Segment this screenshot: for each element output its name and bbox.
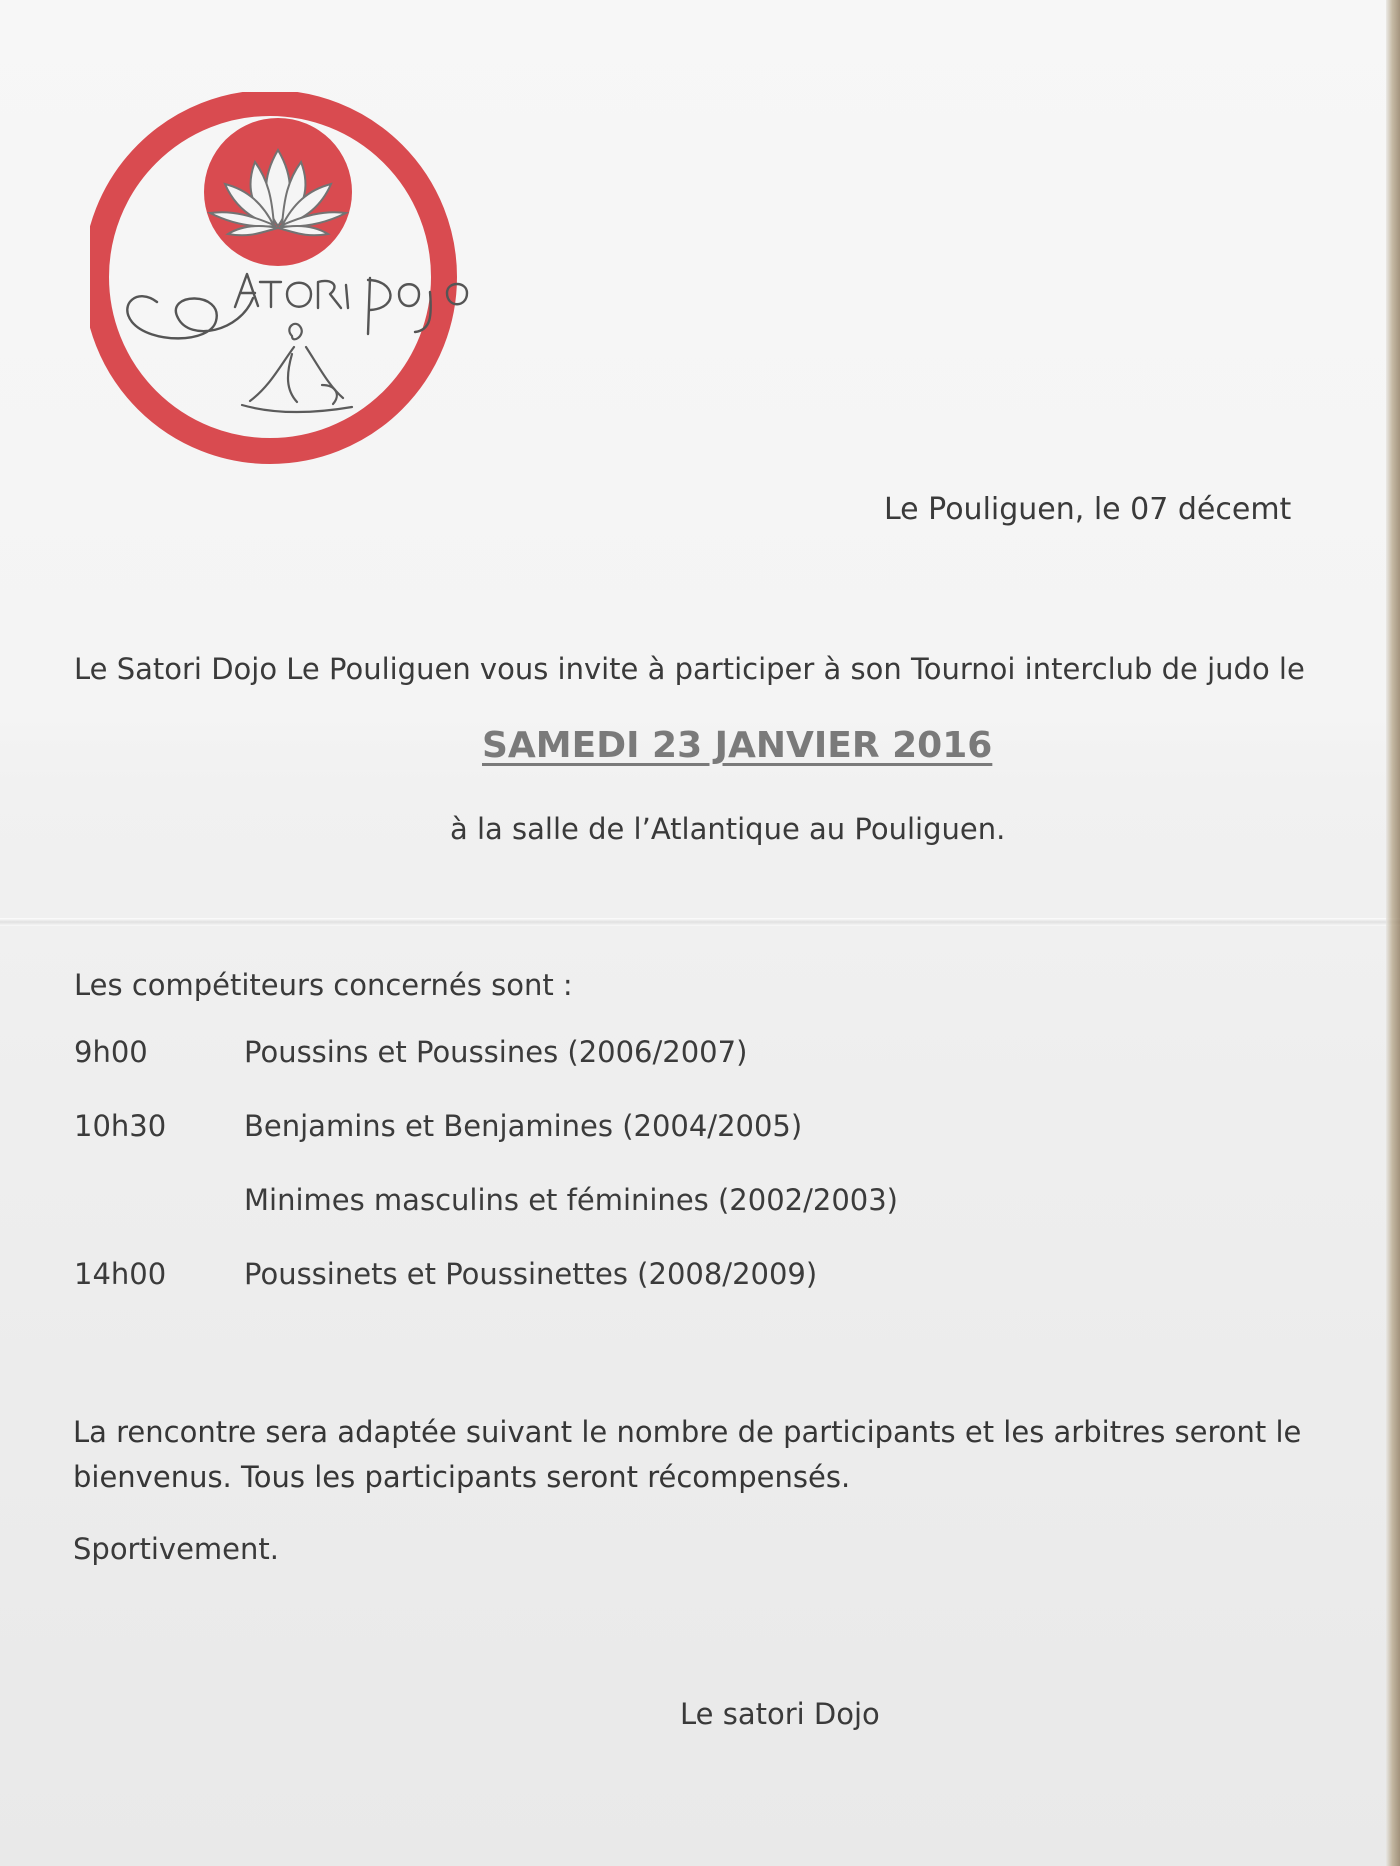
closing-paragraph [73, 1410, 1303, 1500]
competitors-intro: Les compétiteurs concernés sont : [74, 968, 573, 1002]
letter-date-line: Le Pouliguen, le 07 décemt [884, 492, 1292, 527]
satori-dojo-script-text [127, 274, 467, 338]
schedule-row [72, 1109, 1072, 1183]
schedule-time: 9h00 [74, 1035, 148, 1069]
meditating-figure-icon [242, 324, 352, 412]
closing-paragraph-line: La rencontre sera adaptée suivant le nombre de participants et les arbitres seront le [73, 1415, 1302, 1449]
salutation-text: Sportivement. [73, 1532, 279, 1566]
schedule-row [72, 1183, 1072, 1257]
invitation-text: Le Satori Dojo Le Pouliguen vous invite à participer à son Tournoi interclub de judo le [74, 652, 1305, 686]
competition-schedule [72, 1035, 1072, 1331]
venue-text: à la salle de l’Atlantique au Pouliguen. [450, 812, 1006, 846]
schedule-category: Benjamins et Benjamines (2004/2005) [244, 1109, 803, 1143]
schedule-category: Poussins et Poussines (2006/2007) [244, 1035, 748, 1069]
schedule-category: Minimes masculins et féminines (2002/2003) [244, 1183, 898, 1217]
signature-text: Le satori Dojo [680, 1697, 880, 1731]
closing-paragraph-line: bienvenus. Tous les participants seront récompensés. [73, 1459, 851, 1494]
paper-fold-line [0, 918, 1400, 926]
schedule-time: 10h30 [74, 1109, 167, 1143]
schedule-row [72, 1257, 1072, 1331]
schedule-category: Poussinets et Poussinettes (2008/2009) [244, 1257, 818, 1291]
schedule-time: 14h00 [74, 1257, 167, 1291]
satori-dojo-logo [90, 92, 470, 472]
schedule-row [72, 1035, 1072, 1109]
paper-edge-shadow [1386, 0, 1400, 1866]
satori-dojo-emblem-icon [90, 92, 470, 472]
event-date-heading: SAMEDI 23 JANVIER 2016 [482, 725, 993, 766]
